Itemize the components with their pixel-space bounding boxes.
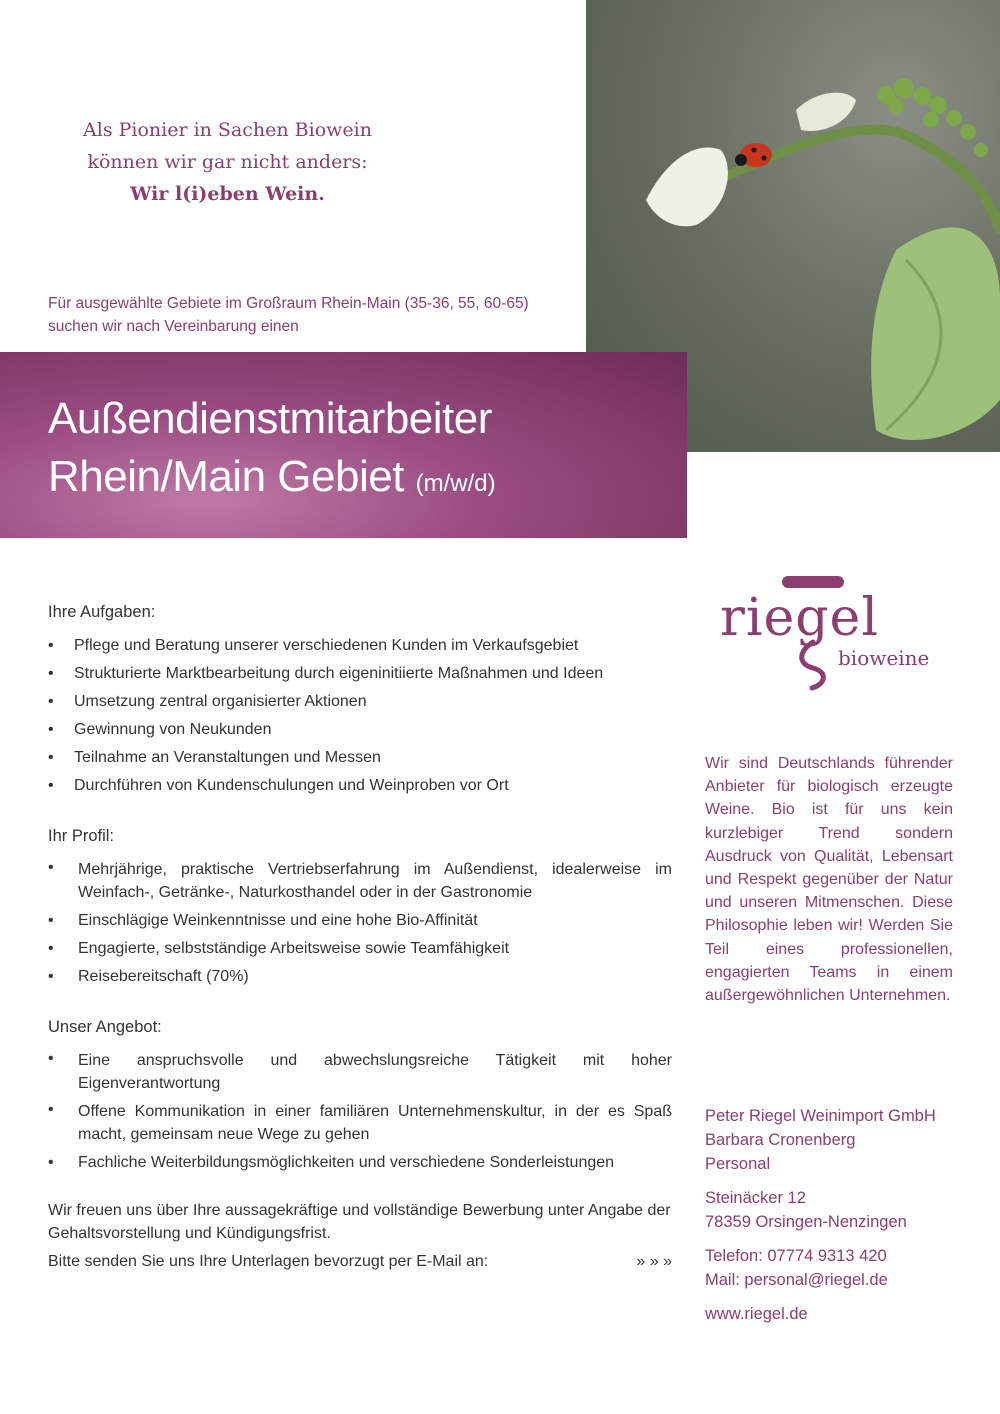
contact-person-block <box>705 1104 965 1176</box>
list-item: • Fachliche Weiterbildungsmöglichkeiten und verschiedene Sonderleistungen <box>48 1149 672 1177</box>
list-item: • Eine anspruchsvolle und abwechslungsreiche Tätigkeit mit hoher Eigenverantwortung <box>48 1047 672 1098</box>
tagline <box>40 114 415 210</box>
offer-heading: Unser Angebot: <box>48 1018 162 1036</box>
address-block <box>705 1186 965 1234</box>
job-title-region: Rhein/Main Gebiet <box>48 452 404 501</box>
city: 78359 Orsingen-Nenzingen <box>705 1213 907 1231</box>
company-about: Wir sind Deutschlands führender Anbieter für biologisch erzeugte Weine. Bio ist für uns kein kurzlebiger Trend sondern Ausdruck von Qualität, Lebensart und Respekt gegenüber der Natur und unseren Mitmenschen. Diese Philosophie leben wir! Werden Sie Teil eines professionellen, engagierten Teams in einem außergewöhnlichen Unternehmen. <box>705 755 953 1005</box>
street: Steinäcker 12 <box>705 1189 806 1207</box>
closing-paragraph: Wir freuen uns über Ihre aussagekräftige und vollständige Bewerbung unter Angabe der Gehaltsvorstellung und Kündigungsfrist. <box>48 1202 671 1242</box>
list-item: • Umsetzung zentral organisierter Aktionen <box>48 688 672 716</box>
email: Mail: personal@riegel.de <box>705 1271 888 1289</box>
list-item: • Strukturierte Marktbearbeitung durch eigeninitiierte Maßnahmen und Ideen <box>48 660 672 688</box>
logo-wordmark: riegel <box>720 588 879 648</box>
offer-list <box>48 1047 672 1177</box>
tasks-heading: Ihre Aufgaben: <box>48 603 156 621</box>
riegel-logo <box>718 572 948 697</box>
list-item: • Reisebereitschaft (70%) <box>48 963 672 991</box>
phone: Telefon: 07774 9313 420 <box>705 1247 887 1265</box>
job-title-banner <box>0 352 687 538</box>
profile-heading: Ihr Profil: <box>48 827 115 845</box>
send-row <box>48 1250 672 1273</box>
job-title-line-2 <box>48 448 496 513</box>
company-name: Peter Riegel Weinimport GmbH <box>705 1107 936 1125</box>
list-item: • Einschlägige Weinkenntnisse und eine hohe Bio-Affinität <box>48 907 672 935</box>
list-item: • Pflege und Beratung unserer verschiedenen Kunden im Verkaufsgebiet <box>48 632 672 660</box>
logo-subline: bioweine <box>838 646 930 670</box>
list-item: • Offene Kommunikation in einer familiären Unternehmenskultur, in der es Spaß macht, gemeinsam neue Wege zu gehen <box>48 1098 672 1149</box>
phone-mail-block <box>705 1244 965 1292</box>
gender-note: (m/w/d) <box>415 470 496 497</box>
contact-info <box>705 1104 965 1326</box>
list-item: • Gewinnung von Neukunden <box>48 716 672 744</box>
tagline-line-1: Als Pionier in Sachen Biowein <box>83 119 372 141</box>
profile-list <box>48 856 672 991</box>
job-title-line-1: Außendienstmitarbeiter <box>48 394 492 443</box>
contact-person: Barbara Cronenberg <box>705 1131 856 1149</box>
list-item: • Mehrjährige, praktische Vertriebserfahrung im Außendienst, idealerweise im Weinfach-, Getränke-, Naturkosthandel oder in der Gastronomie <box>48 856 672 907</box>
intro-line-1: Für ausgewählte Gebiete im Großraum Rhein-Main (35-36, 55, 60-65) <box>48 295 529 312</box>
tagline-line-3: Wir l(i)eben Wein. <box>130 183 325 205</box>
closing-text <box>48 1199 672 1273</box>
intro-line-2: suchen wir nach Vereinbarung einen <box>48 318 299 335</box>
job-title <box>48 390 496 513</box>
tasks-list <box>48 632 672 800</box>
arrows-icon: » » » <box>636 1253 672 1270</box>
send-instruction: Bitte senden Sie uns Ihre Unterlagen bevorzugt per E-Mail an: <box>48 1253 489 1270</box>
job-description <box>48 598 672 1273</box>
list-item: • Engagierte, selbstständige Arbeitsweise sowie Teamfähigkeit <box>48 935 672 963</box>
list-item: • Durchführen von Kundenschulungen und Weinproben vor Ort <box>48 772 672 800</box>
website: www.riegel.de <box>705 1305 808 1323</box>
tagline-line-2: können wir gar nicht anders: <box>87 151 368 173</box>
intro-text <box>48 292 568 338</box>
contact-department: Personal <box>705 1155 771 1173</box>
list-item: • Teilnahme an Veranstaltungen und Messen <box>48 744 672 772</box>
